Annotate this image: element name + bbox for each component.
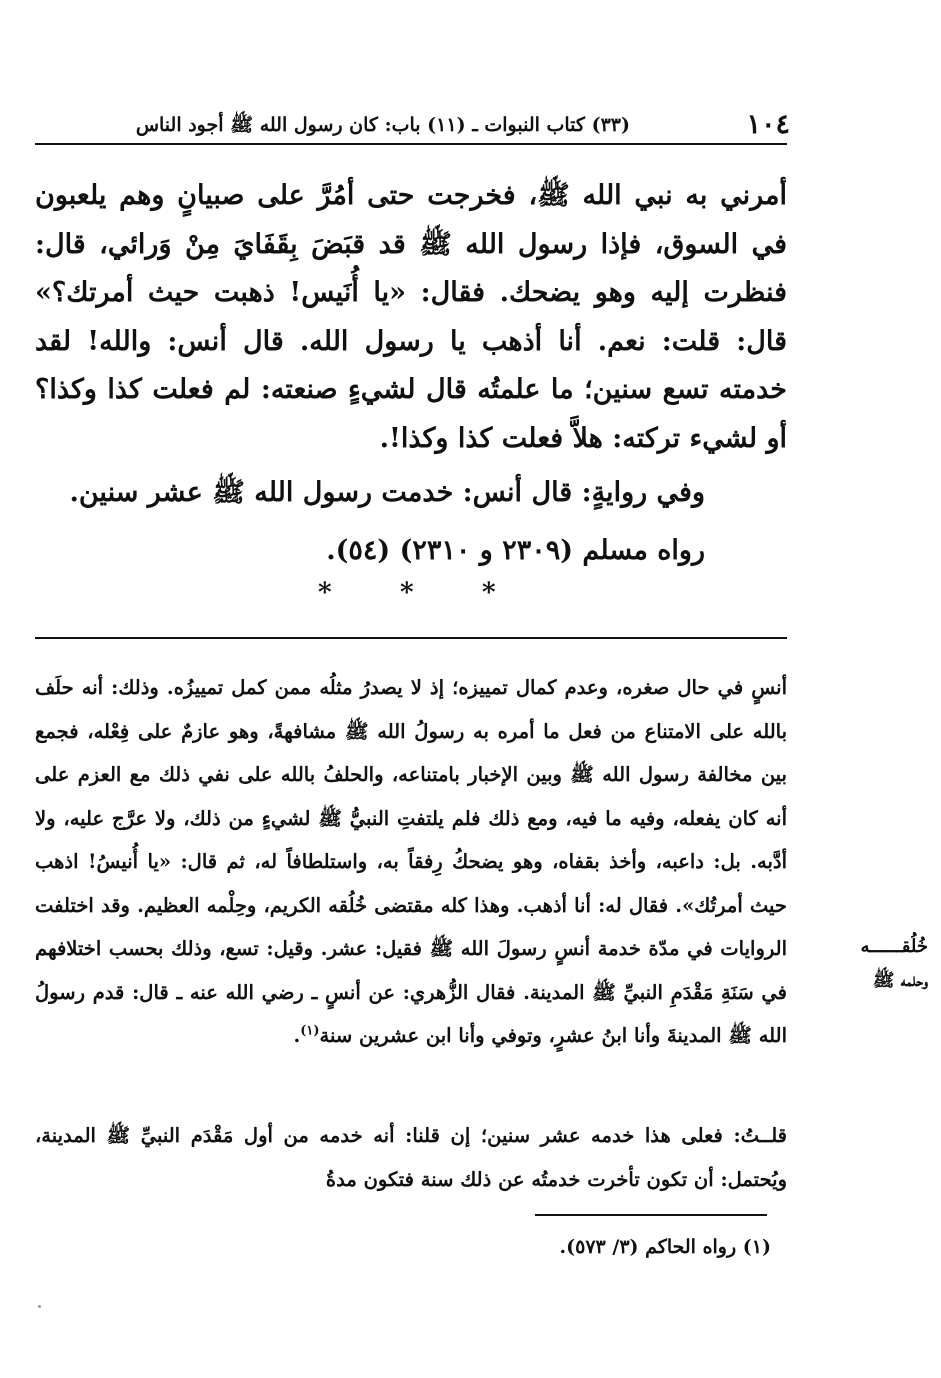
commentary-paragraph-2: قلــتُ: فعلى هذا خدمه عشر سنين؛ إن قلنا: أنه خدمه من أول مَقْدَم النبيِّ ﷺ المدينة، ويُحتمل: أن تكون تأخرت خدمتُه عن ذلك سنة فتكون مدةُ (35, 1124, 787, 1191)
header-rule (35, 143, 787, 145)
section-rule (35, 637, 787, 639)
hadith-paragraph: أمرني به نبي الله ﷺ، فخرجت حتى أمُرَّ على صبيانٍ وهم يلعبون في السوق، فإذا رسول الله ﷺ قد قبَضَ بِقَفَايَ مِنْ وَرائي، قال: فنظرت إليه وهو يضحك. فقال: «يا أُنَيس! ذهبت حيث أمرتك؟» قال: قلت: نعم. أنا أذهب يا رسول الله. قال أنس: والله! لقد خدمته تسع سنين؛ ما علمتُه قال لشيءٍ صنعته: لم فعلت كذا وكذا؟ أو لشيء تركته: هلاَّ فعلت كذا وكذا!. (35, 180, 787, 454)
page-header (35, 108, 790, 142)
footnote: (١) رواه الحاكم (٣/ ٥٧٣). (559, 1236, 771, 1258)
star-ornament: * (318, 578, 332, 608)
margin-heading-line: وحلمه ﷺ (872, 970, 928, 991)
scan-speck (38, 1305, 41, 1308)
star-ornament: * (400, 578, 414, 608)
footnote-rule (535, 1214, 767, 1216)
hadith-source: رواه مسلم (٢٣٠٩ و ٢٣١٠) (٥٤). (326, 535, 705, 566)
margin-heading (808, 930, 928, 998)
section-stars (300, 578, 520, 608)
running-title: (٣٣) كتاب النبوات ـ (١١) باب: كان رسول الله ﷺ أجود الناس (135, 114, 630, 136)
variant-narration: وفي روايةٍ: قال أنس: خدمت رسول الله ﷺ عشر سنين. (69, 477, 705, 508)
commentary-paragraph-text: أنسٍ في حال صغره، وعدم كمال تمييزه؛ إذ لا يصدرُ مثلُه ممن كمل تمييزُه. وذلك: أنه حلَف بالله على الامتناع من فعل ما أمره به رسولُ الله ﷺ مشافهةً، وهو عازمٌ على فِعْله، فجمع بين مخالفة رسول الله ﷺ وبين الإخبار بامتناعه، والحلفُ بالله على نفي ذلك مع العزم على أنه كان يفعله، وفيه ما فيه، ومع ذلك فلم يلتفتِ النبيُّ ﷺ لشيءٍ من ذلك، ولا عرَّج عليه، ولا أدَّبه. بل: داعبه، وأخذ بقفاه، وهو يضحكُ رِفقاً به، واستلطافاً له، ثم قال: «يا أُنيسُ! اذهب حيث أمرتُك». فقال له: أنا أذهب. وهذا كله مقتضى خُلُقه الكريم، وحِلْمه العظيم. وقد اختلفت الروايات في مدّة خدمة أنسٍ رسولَ الله ﷺ فقيل: عشر. وقيل: تسع، وذلك بحسب اختلافهم في سَنَةِ مَقْدَمِ النبيِّ ﷺ المدينة. فقال الزُّهري: عن أنسٍ ـ رضي الله عنه ـ قال: قدم رسولُ الله ﷺ المدينةَ وأنا ابنُ عشرٍ، وتوفي وأنا ابن عشرين سنة (35, 676, 787, 1047)
commentary-text-2 (35, 1114, 787, 1201)
page-number: ١٠٤ (746, 109, 790, 140)
commentary-text (35, 666, 787, 1058)
star-ornament: * (482, 578, 496, 608)
footnote-reference: (١) (300, 1023, 320, 1039)
commentary-paragraph-end: . (293, 1024, 301, 1047)
hadith-text (35, 172, 787, 463)
margin-heading-line: خُلُقــــــه (860, 936, 928, 957)
commentary-paragraph (35, 666, 787, 1058)
